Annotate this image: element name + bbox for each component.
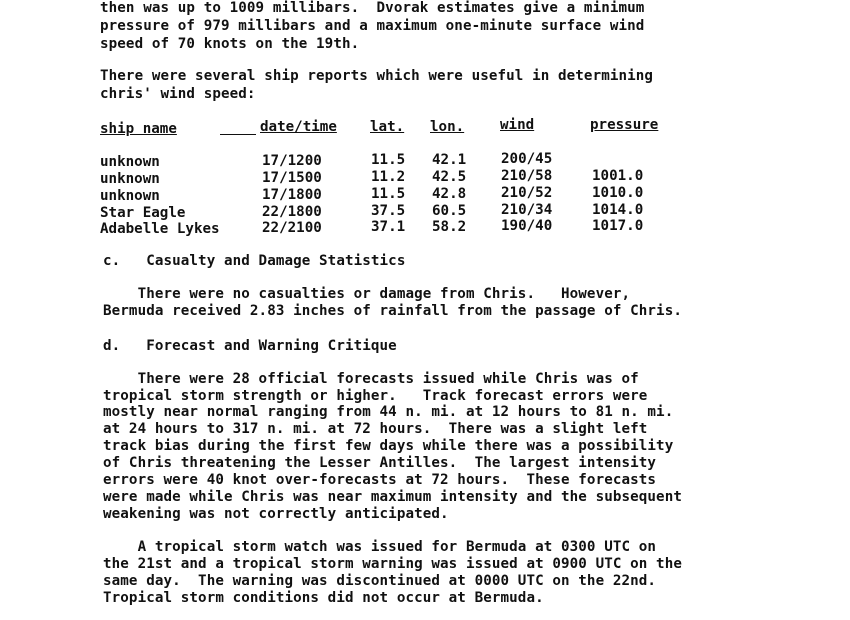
header-date-dash [220,134,256,135]
cell-wind: 190/40 [501,218,553,234]
section-d-p1-line-6: of Chris threatening the Lesser Antilles. The largest intensity [103,455,657,471]
cell-pressure: 1014.0 [592,202,644,218]
header-lat: lat. [370,119,405,135]
cell-date-time: 17/1200 [262,153,322,169]
ship-intro-line-1: There were several ship reports which were useful in determining [100,68,654,84]
header-ship-name: ship name [100,121,177,137]
ship-intro-line-2: chris' wind speed: [100,86,256,102]
section-c-line-1: There were no casualties or damage from Chris. However, [103,286,631,302]
section-d-p1-line-8: were made while Chris was near maximum intensity and the subsequent [103,489,682,505]
section-d-p1-line-2: tropical storm strength or higher. Track forecast errors were [103,388,648,404]
cell-lon: 58.2 [432,219,467,235]
section-d-heading: d. Forecast and Warning Critique [103,338,397,354]
header-wind: wind [500,117,535,133]
cell-date-time: 22/1800 [262,204,322,220]
section-d-p2-line-1: A tropical storm watch was issued for Bermuda at 0300 UTC on [103,539,657,555]
cell-lat: 37.5 [371,203,406,219]
cell-ship-name: unknown [100,188,160,204]
cell-date-time: 22/2100 [262,220,322,236]
cell-ship-name: unknown [100,171,160,187]
cell-ship-name: Star Eagle [100,205,186,221]
header-date-time: date/time [260,119,337,135]
intro-line-1: then was up to 1009 millibars. Dvorak estimates give a minimum [100,0,645,16]
cell-wind: 210/52 [501,185,553,201]
cell-lon: 60.5 [432,203,467,219]
cell-lat: 11.5 [371,186,406,202]
cell-ship-name: Adabelle Lykes [100,221,220,237]
section-d-p1-line-1: There were 28 official forecasts issued while Chris was of [103,371,639,387]
section-d-p1-line-5: track bias during the first few days while there was a possibility [103,438,674,454]
cell-lat: 37.1 [371,219,406,235]
section-d-p2-line-2: the 21st and a tropical storm warning was issued at 0900 UTC on the [103,556,682,572]
cell-lat: 11.2 [371,169,406,185]
section-d-p1-line-3: mostly near normal ranging from 44 n. mi. at 12 hours to 81 n. mi. [103,404,674,420]
section-d-p2-line-4: Tropical storm conditions did not occur at Bermuda. [103,590,544,606]
cell-date-time: 17/1500 [262,170,322,186]
cell-lat: 11.5 [371,152,406,168]
cell-wind: 210/34 [501,202,553,218]
cell-lon: 42.1 [432,152,467,168]
section-c-line-2: Bermuda received 2.83 inches of rainfall from the passage of Chris. [103,303,682,319]
header-pressure: pressure [590,117,659,133]
cell-wind: 210/58 [501,168,553,184]
section-d-p1-line-4: at 24 hours to 317 n. mi. at 72 hours. There was a slight left [103,421,648,437]
cell-pressure: 1001.0 [592,168,644,184]
intro-line-2: pressure of 979 millibars and a maximum one-minute surface wind [100,18,645,34]
cell-pressure: 1017.0 [592,218,644,234]
cell-ship-name: unknown [100,154,160,170]
cell-pressure: 1010.0 [592,185,644,201]
section-d-p1-line-9: weakening was not correctly anticipated. [103,506,449,522]
section-d-p1-line-7: errors were 40 knot over-forecasts at 72 hours. These forecasts [103,472,657,488]
cell-lon: 42.8 [432,186,467,202]
section-d-p2-line-3: same day. The warning was discontinued at 0000 UTC on the 22nd. [103,573,657,589]
cell-date-time: 17/1800 [262,187,322,203]
section-c-heading: c. Casualty and Damage Statistics [103,253,406,269]
intro-line-3: speed of 70 knots on the 19th. [100,36,360,52]
cell-lon: 42.5 [432,169,467,185]
cell-wind: 200/45 [501,151,553,167]
header-lon: lon. [430,119,465,135]
